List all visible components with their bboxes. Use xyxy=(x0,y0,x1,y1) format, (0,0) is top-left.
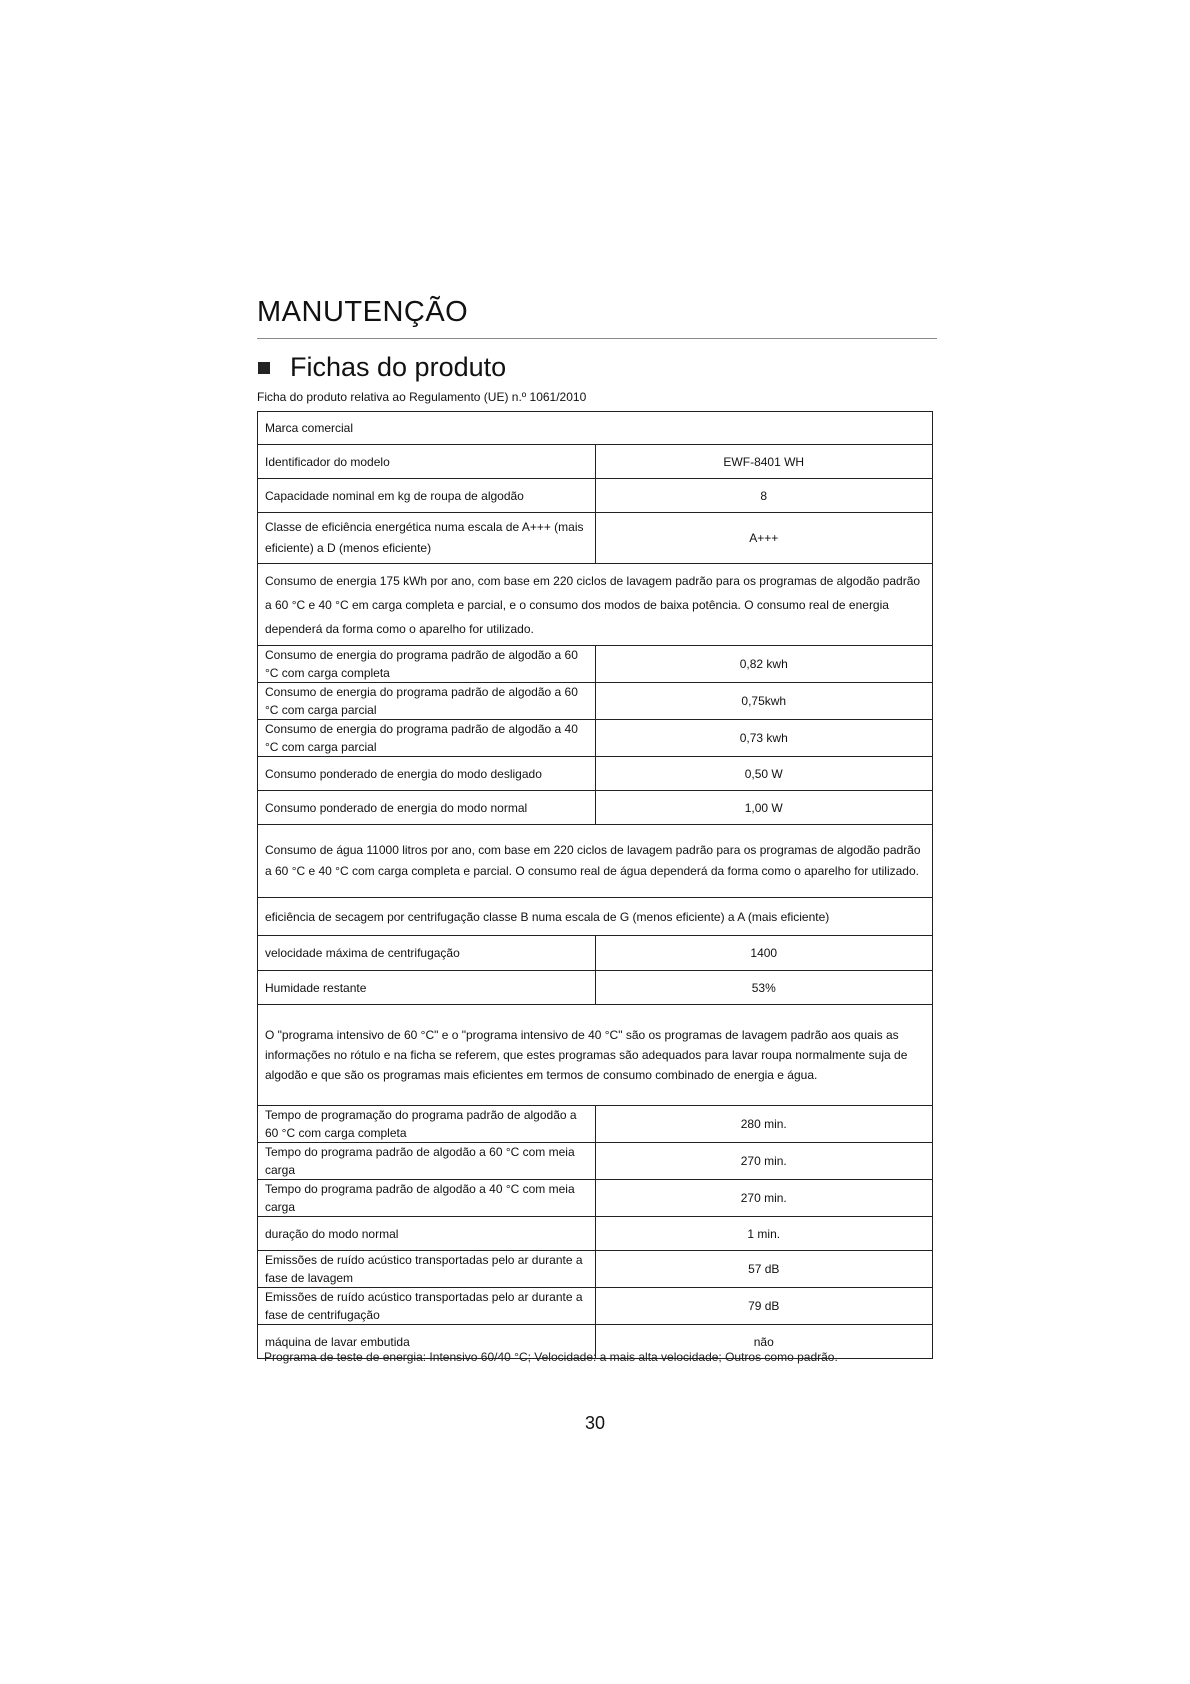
table-row xyxy=(258,1288,933,1325)
row-value: 0,73 kwh xyxy=(595,720,933,757)
table-row xyxy=(258,1143,933,1180)
row-label: Humidade restante xyxy=(258,971,596,1005)
row-value: 8 xyxy=(595,479,933,513)
table-row xyxy=(258,898,933,936)
page-title: MANUTENÇÃO xyxy=(257,296,469,328)
row-label: Consumo ponderado de energia do modo desligado xyxy=(258,757,596,791)
row-value: 0,82 kwh xyxy=(595,646,933,683)
row-value: A+++ xyxy=(595,513,933,564)
row-value: 270 min. xyxy=(595,1180,933,1217)
row-value: 1,00 W xyxy=(595,791,933,825)
row-label: O "programa intensivo de 60 °C" e o "programa intensivo de 40 °C" são os programas de lavagem padrão aos quais as informações no rótulo e na ficha se referem, que estes programas são adequados para lavar roupa normalmente suja de algodão e que são os programas mais eficientes em termos de consumo combinado de energia e água. xyxy=(258,1005,933,1106)
row-label: Consumo de energia do programa padrão de algodão a 40 °C com carga parcial xyxy=(258,720,596,757)
product-fiche-table xyxy=(257,411,933,1359)
table-row xyxy=(258,757,933,791)
row-label: Consumo ponderado de energia do modo normal xyxy=(258,791,596,825)
regulation-subtitle: Ficha do produto relativa ao Regulamento (UE) n.º 1061/2010 xyxy=(257,390,587,404)
table-row xyxy=(258,971,933,1005)
table-row xyxy=(258,1251,933,1288)
section-heading xyxy=(257,352,506,383)
row-label: Capacidade nominal em kg de roupa de algodão xyxy=(258,479,596,513)
row-value: 0,75kwh xyxy=(595,683,933,720)
row-value: 270 min. xyxy=(595,1143,933,1180)
row-label: Classe de eficiência energética numa escala de A+++ (mais eficiente) a D (menos eficiente) xyxy=(258,513,596,564)
row-value: 57 dB xyxy=(595,1251,933,1288)
row-label: Consumo de energia 175 kWh por ano, com base em 220 ciclos de lavagem padrão para os programas de algodão padrão a 60 °C e 40 °C em carga completa e parcial, e o consumo dos modos de baixa potência. O consumo real de energia dependerá da forma como o aparelho for utilizado. xyxy=(258,564,933,646)
row-label: duração do modo normal xyxy=(258,1217,596,1251)
row-label: Consumo de energia do programa padrão de algodão a 60 °C com carga completa xyxy=(258,646,596,683)
table-row xyxy=(258,683,933,720)
table-row xyxy=(258,1005,933,1106)
table-row xyxy=(258,479,933,513)
row-label: Consumo de energia do programa padrão de algodão a 60 °C com carga parcial xyxy=(258,683,596,720)
row-label: Emissões de ruído acústico transportadas pelo ar durante a fase de centrifugação xyxy=(258,1288,596,1325)
table-row xyxy=(258,1180,933,1217)
row-value: 53% xyxy=(595,971,933,1005)
table-row xyxy=(258,936,933,971)
table-row xyxy=(258,564,933,646)
test-program-footnote: Programa de teste de energia: Intensivo 60/40 °C; Velocidade: a mais alta velocidade; Outros como padrão. xyxy=(264,1350,838,1364)
row-label: velocidade máxima de centrifugação xyxy=(258,936,596,971)
title-divider xyxy=(257,338,937,339)
table-row xyxy=(258,412,933,445)
page-number: 30 xyxy=(584,1413,606,1433)
row-value: 79 dB xyxy=(595,1288,933,1325)
table-row xyxy=(258,1106,933,1143)
row-label: Tempo do programa padrão de algodão a 40 °C com meia carga xyxy=(258,1180,596,1217)
table-row xyxy=(258,791,933,825)
row-value: 0,50 W xyxy=(595,757,933,791)
section-title: Fichas do produto xyxy=(290,352,507,382)
row-value: 1 min. xyxy=(595,1217,933,1251)
row-value: EWF-8401 WH xyxy=(595,445,933,479)
row-label: Marca comercial xyxy=(258,412,933,445)
row-value: 280 min. xyxy=(595,1106,933,1143)
row-value: não xyxy=(595,1325,933,1359)
row-label: Consumo de água 11000 litros por ano, com base em 220 ciclos de lavagem padrão para os programas de algodão padrão a 60 °C e 40 °C com carga completa e parcial. O consumo real de água dependerá da forma como o aparelho for utilizado. xyxy=(258,825,933,898)
table-row xyxy=(258,513,933,564)
row-label: máquina de lavar embutida xyxy=(258,1325,596,1359)
square-bullet-icon xyxy=(258,362,270,374)
row-value: 1400 xyxy=(595,936,933,971)
row-label: eficiência de secagem por centrifugação classe B numa escala de G (menos eficiente) a A (mais eficiente) xyxy=(258,898,933,936)
row-label: Tempo de programação do programa padrão de algodão a 60 °C com carga completa xyxy=(258,1106,596,1143)
row-label: Emissões de ruído acústico transportadas pelo ar durante a fase de lavagem xyxy=(258,1251,596,1288)
table-row xyxy=(258,720,933,757)
row-label: Tempo do programa padrão de algodão a 60 °C com meia carga xyxy=(258,1143,596,1180)
table-row xyxy=(258,445,933,479)
table-row xyxy=(258,825,933,898)
table-row xyxy=(258,1217,933,1251)
table-row xyxy=(258,646,933,683)
row-label: Identificador do modelo xyxy=(258,445,596,479)
